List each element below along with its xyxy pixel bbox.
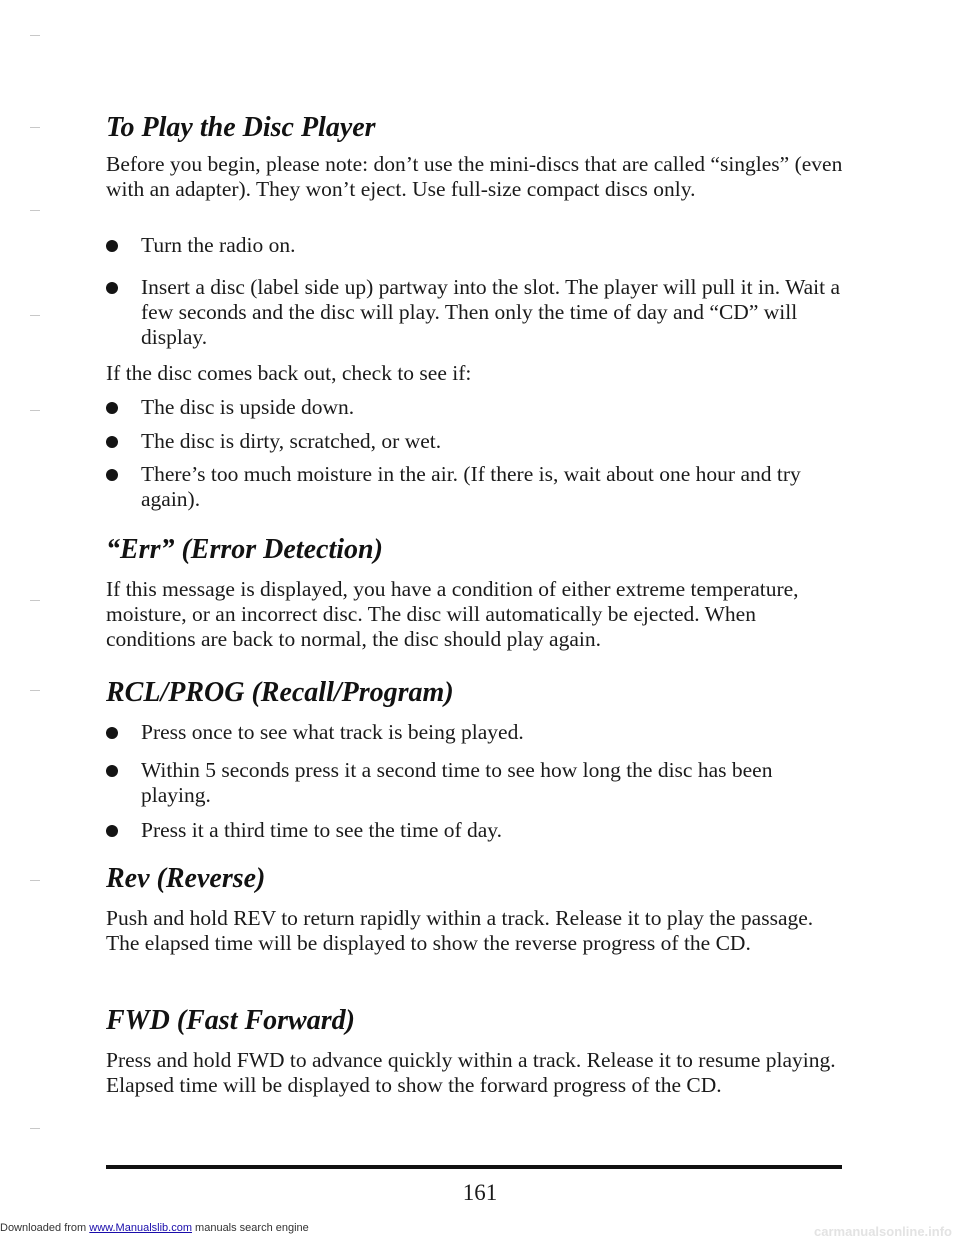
check-intro: If the disc comes back out, check to see if: — [106, 361, 472, 385]
margin-mark — [30, 690, 40, 691]
margin-mark — [30, 600, 40, 601]
section-heading-fwd: FWD (Fast Forward) — [106, 1005, 355, 1036]
list-item-text: There’s too much moisture in the air. (If there is, wait about one hour and try again). — [141, 462, 801, 511]
footer-rule — [106, 1165, 842, 1169]
page-number: 161 — [462, 1180, 498, 1205]
manualslib-link[interactable]: www.Manualslib.com — [89, 1222, 192, 1234]
margin-mark — [30, 315, 40, 316]
margin-mark — [30, 35, 40, 36]
rev-paragraph: Push and hold REV to return rapidly within a track. Release it to play the passage. The elapsed time will be displayed to show the reverse progress of the CD. — [106, 906, 814, 955]
download-footer — [0, 1222, 309, 1234]
list-item-text: Press once to see what track is being played. — [141, 720, 524, 744]
section-heading-play: To Play the Disc Player — [106, 112, 376, 143]
list-item-text: Within 5 seconds press it a second time to see how long the disc has been playing. — [141, 758, 773, 807]
section-heading-rcl: RCL/PROG (Recall/Program) — [106, 677, 454, 708]
margin-mark — [30, 880, 40, 881]
list-item — [106, 233, 846, 258]
margin-mark — [30, 1128, 40, 1129]
list-item-text: Insert a disc (label side up) partway into the slot. The player will pull it in. Wait a few seconds and the disc will play. Then only the time of day and “CD” will display. — [141, 275, 841, 349]
bullet-icon — [106, 727, 118, 739]
list-item — [106, 275, 846, 350]
bullet-icon — [106, 436, 118, 448]
list-item-text: Turn the radio on. — [141, 233, 296, 257]
bullet-icon — [106, 402, 118, 414]
margin-mark — [30, 127, 40, 128]
watermark: carmanualsonline.info — [814, 1224, 952, 1239]
bullet-icon — [106, 765, 118, 777]
list-item — [106, 720, 846, 745]
section-heading-rev: Rev (Reverse) — [106, 863, 266, 894]
list-item-text: Press it a third time to see the time of day. — [141, 818, 503, 842]
bullet-icon — [106, 825, 118, 837]
fwd-paragraph: Press and hold FWD to advance quickly within a track. Release it to resume playing. Elapsed time will be displayed to show the forward progress of the CD. — [106, 1048, 836, 1097]
list-item-text: The disc is upside down. — [141, 395, 355, 419]
footer-suffix: manuals search engine — [195, 1222, 309, 1234]
list-item — [106, 395, 846, 420]
err-paragraph: If this message is displayed, you have a condition of either extreme temperature, moisture, or an incorrect disc. The disc will automatically be ejected. When conditions are back to normal, the disc should play again. — [106, 577, 799, 651]
list-item — [106, 462, 846, 512]
footer-prefix: Downloaded from — [0, 1222, 87, 1234]
bullet-icon — [106, 282, 118, 294]
intro-paragraph: Before you begin, please note: don’t use the mini-discs that are called “singles” (even with an adapter). They won’t eject. Use full-size compact discs only. — [106, 152, 843, 201]
bullet-icon — [106, 240, 118, 252]
list-item — [106, 818, 846, 843]
list-item — [106, 758, 846, 808]
section-heading-err: “Err” (Error Detection) — [106, 534, 383, 565]
margin-mark — [30, 210, 40, 211]
bullet-icon — [106, 469, 118, 481]
margin-mark — [30, 410, 40, 411]
list-item — [106, 429, 846, 454]
list-item-text: The disc is dirty, scratched, or wet. — [141, 429, 442, 453]
